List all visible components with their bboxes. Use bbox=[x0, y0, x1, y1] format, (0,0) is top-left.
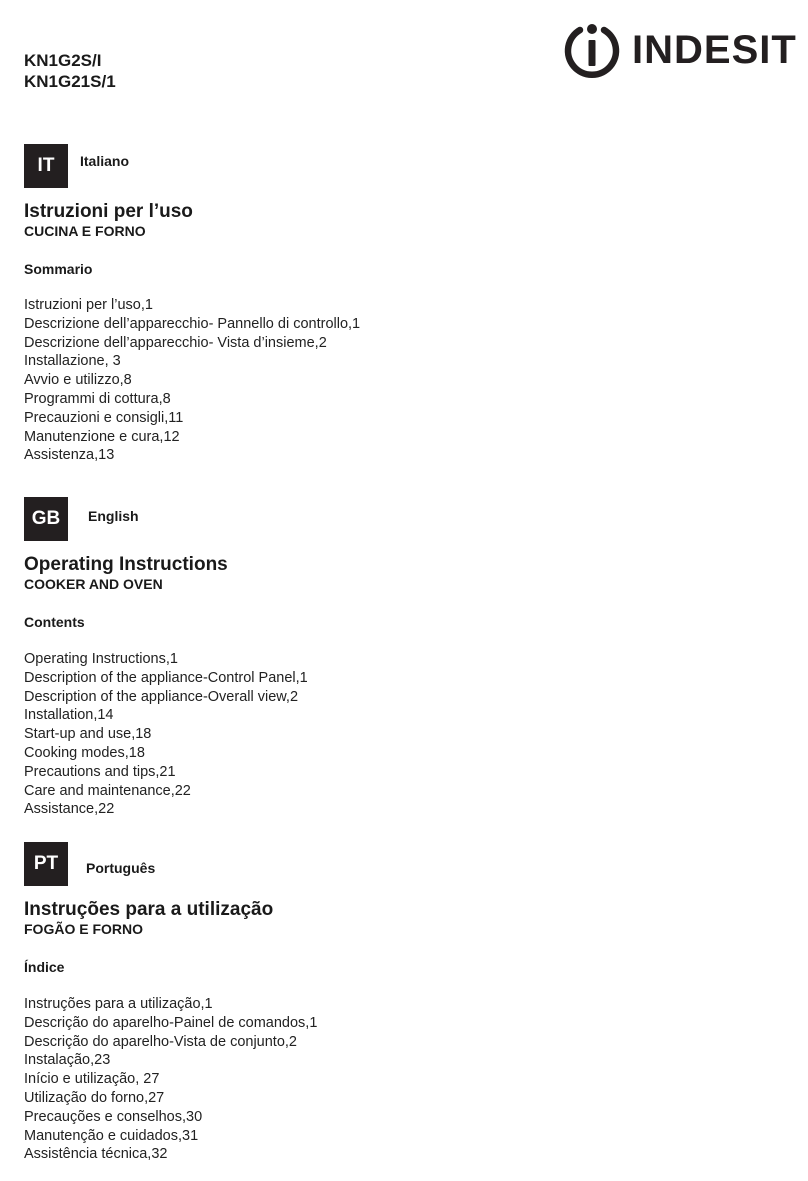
section-title: Instruções para a utilização bbox=[24, 899, 274, 920]
brand-name: INDESIT bbox=[632, 28, 797, 72]
list-item: Care and maintenance,22 bbox=[24, 782, 191, 799]
contents-heading: Sommario bbox=[24, 261, 93, 277]
model-numbers bbox=[24, 50, 116, 92]
model-number: KN1G21S/1 bbox=[24, 72, 116, 91]
contents-list bbox=[24, 296, 360, 465]
list-item: Operating Instructions,1 bbox=[24, 651, 178, 667]
list-item: Início e utilização, 27 bbox=[24, 1071, 160, 1088]
list-item: Instruções para a utilização,1 bbox=[24, 996, 213, 1012]
list-item: Avvio e utilizzo,8 bbox=[24, 372, 132, 389]
list-item: Descrição do aparelho-Painel de comandos,1 bbox=[24, 1014, 318, 1031]
contents-list bbox=[24, 650, 308, 819]
list-item: Precautions and tips,21 bbox=[24, 763, 176, 780]
list-item: Installazione, 3 bbox=[24, 353, 121, 370]
contents-heading: Contents bbox=[24, 614, 85, 630]
section-subtitle: COOKER AND OVEN bbox=[24, 576, 163, 592]
list-item: Descrizione dell’apparecchio- Vista d’insieme,2 bbox=[24, 334, 327, 351]
list-item: Manutenção e cuidados,31 bbox=[24, 1127, 199, 1144]
language-name: Português bbox=[86, 860, 156, 876]
indesit-logo bbox=[560, 18, 797, 82]
list-item: Start-up and use,18 bbox=[24, 726, 152, 743]
list-item: Utilização do forno,27 bbox=[24, 1089, 165, 1106]
section-title: Istruzioni per l’uso bbox=[24, 201, 193, 222]
section-subtitle: CUCINA E FORNO bbox=[24, 223, 146, 239]
contents-list bbox=[24, 995, 317, 1164]
list-item: Precauções e conselhos,30 bbox=[24, 1108, 203, 1125]
model-number: KN1G2S/I bbox=[24, 51, 102, 70]
list-item: Assistance,22 bbox=[24, 801, 115, 818]
list-item: Precauzioni e consigli,11 bbox=[24, 409, 184, 426]
language-code-badge: PT bbox=[24, 842, 68, 886]
list-item: Cooking modes,18 bbox=[24, 744, 145, 761]
list-item: Descrizione dell’apparecchio- Pannello di controllo,1 bbox=[24, 315, 361, 332]
language-code-badge: GB bbox=[24, 497, 68, 541]
list-item: Assistência técnica,32 bbox=[24, 1146, 168, 1163]
list-item: Manutenzione e cura,12 bbox=[24, 428, 180, 445]
list-item: Descrição do aparelho-Vista de conjunto,2 bbox=[24, 1033, 297, 1050]
language-name: Italiano bbox=[80, 153, 130, 169]
section-subtitle: FOGÃO E FORNO bbox=[24, 921, 143, 937]
list-item: Programmi di cottura,8 bbox=[24, 390, 171, 407]
list-item: Instalação,23 bbox=[24, 1052, 111, 1069]
list-item: Description of the appliance-Control Panel,1 bbox=[24, 669, 308, 686]
language-code-badge: IT bbox=[24, 144, 68, 188]
section-title: Operating Instructions bbox=[24, 554, 228, 575]
contents-heading: Índice bbox=[24, 959, 65, 975]
indesit-i-emblem-icon bbox=[560, 18, 624, 82]
list-item: Istruzioni per l’uso,1 bbox=[24, 297, 153, 313]
language-name: English bbox=[88, 508, 139, 524]
list-item: Description of the appliance-Overall view,2 bbox=[24, 688, 299, 705]
list-item: Installation,14 bbox=[24, 707, 114, 724]
list-item: Assistenza,13 bbox=[24, 447, 115, 464]
